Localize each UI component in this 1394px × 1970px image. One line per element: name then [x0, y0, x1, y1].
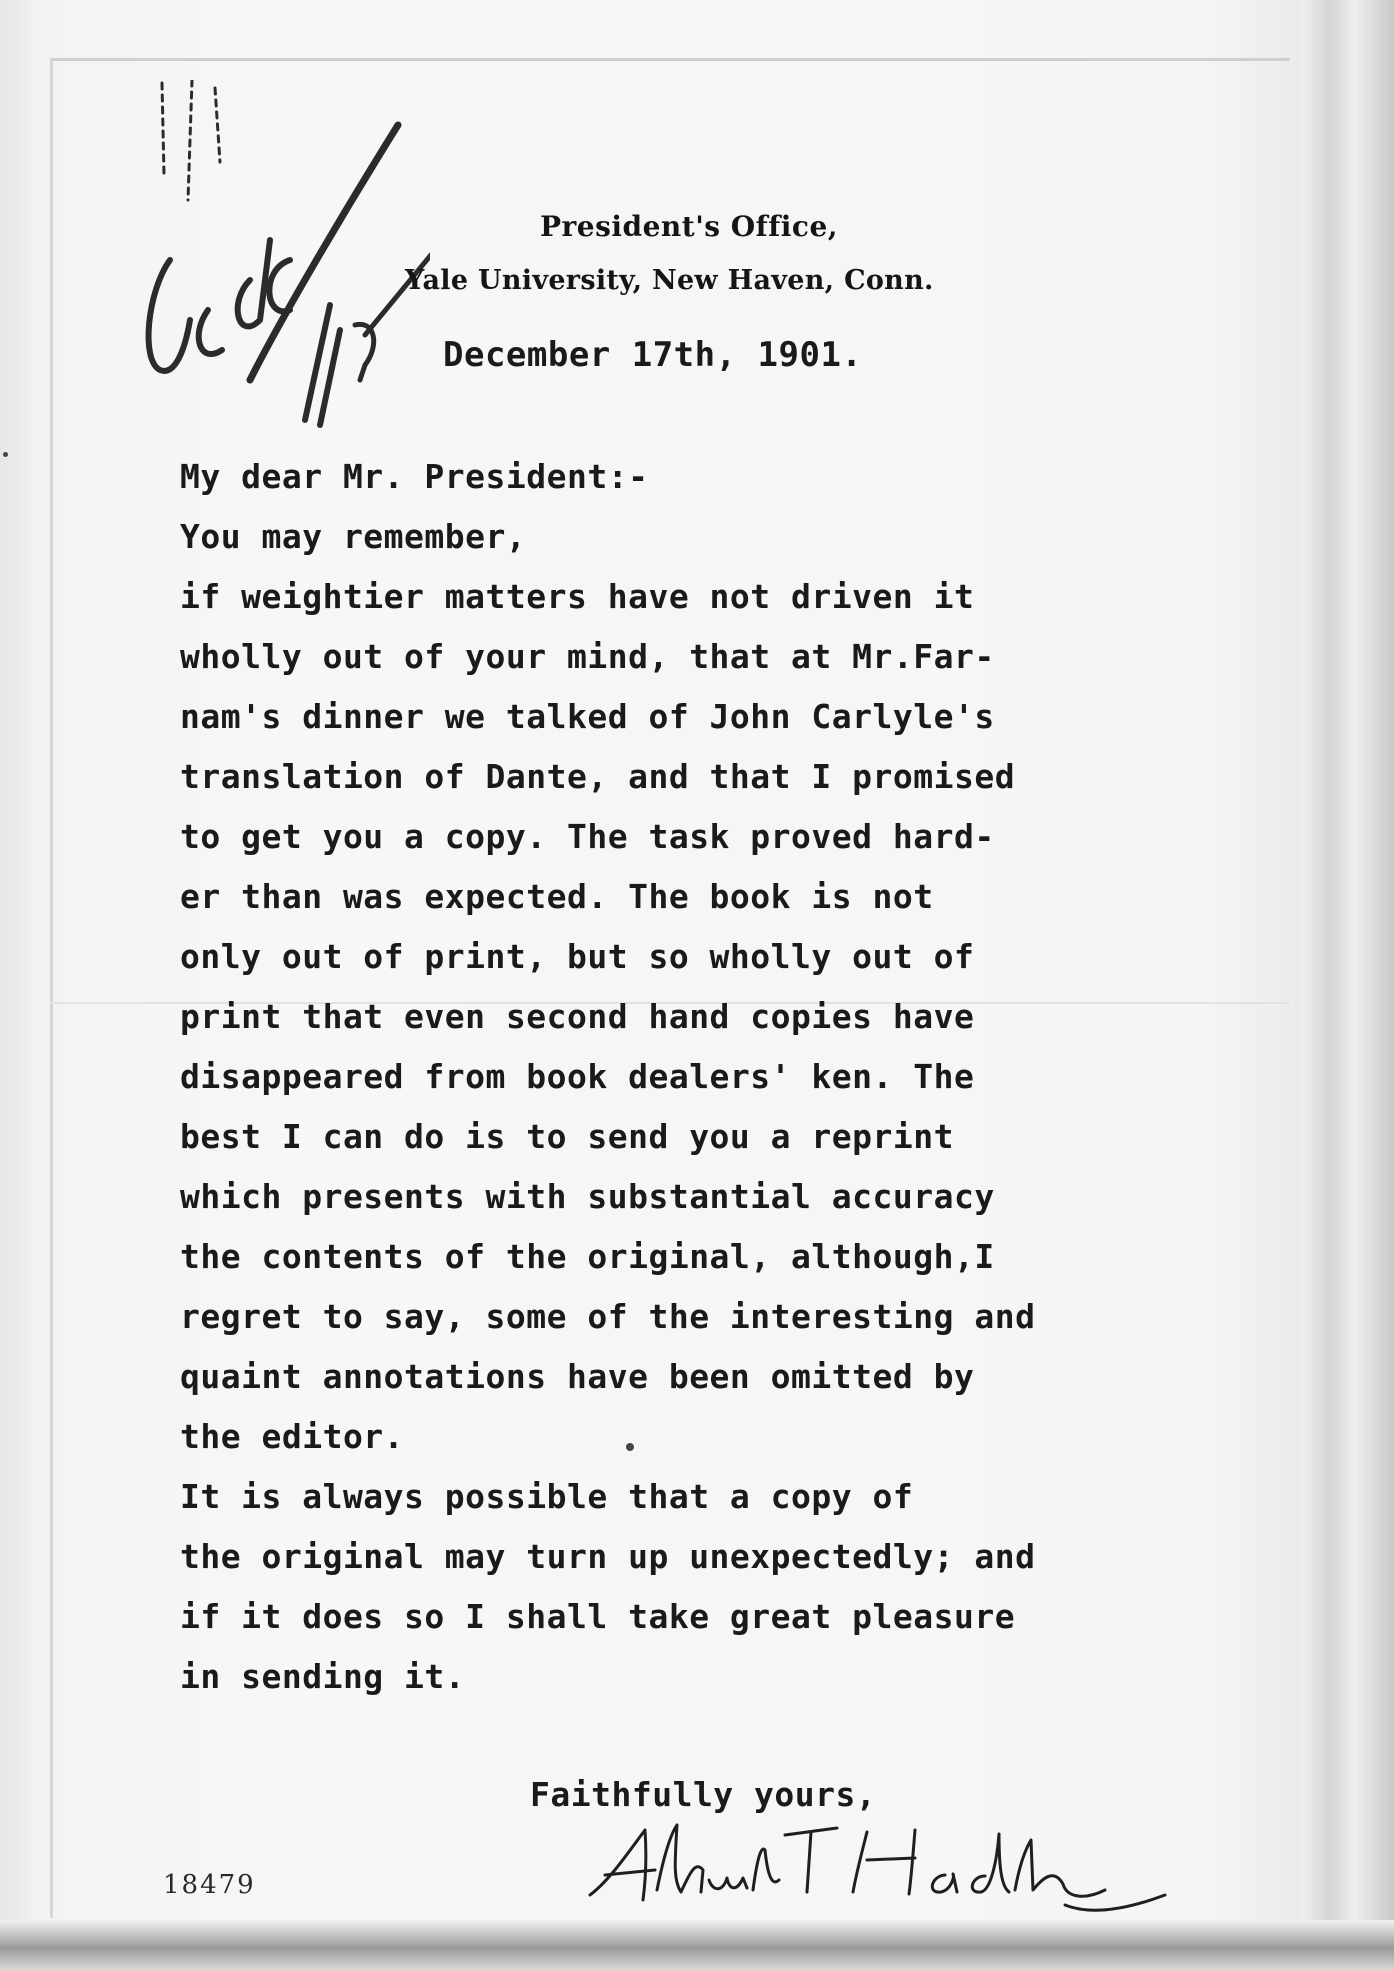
page-edge-left: [50, 58, 53, 1918]
body-line: disappeared from book dealers' ken. The: [180, 1057, 975, 1096]
body-line: if it does so I shall take great pleasure: [180, 1597, 1016, 1636]
body-line: the editor.: [180, 1417, 405, 1456]
page-edge-top: [50, 58, 1290, 61]
ink-speck: [3, 452, 8, 457]
salutation: My dear Mr. President:-: [180, 457, 649, 496]
body-line: in sending it.: [180, 1657, 466, 1696]
document-number: 18479: [163, 1870, 256, 1900]
body-line: quaint annotations have been omitted by: [180, 1357, 975, 1396]
scan-right-shadow: [1300, 0, 1394, 1970]
handwritten-annotation: [130, 80, 430, 460]
body-line: the contents of the original, although,I: [180, 1237, 995, 1276]
body-line: only out of print, but so wholly out of: [180, 937, 975, 976]
annotation-text: Ackd: [130, 80, 133, 81]
ink-speck: [626, 1443, 634, 1451]
signature-text: Arthur T Hadley: [585, 1820, 595, 1821]
letter-date: December 17th, 1901.: [443, 335, 863, 375]
body-line: It is always possible that a copy of: [180, 1477, 914, 1516]
letterhead-office: President's Office,: [540, 210, 839, 243]
body-line: which presents with substantial accuracy: [180, 1177, 995, 1216]
scan-bottom-shadow: [0, 1920, 1394, 1970]
body-line: You may remember,: [180, 517, 527, 556]
closing: Faithfully yours,: [530, 1775, 877, 1814]
body-line: to get you a copy. The task proved hard-: [180, 817, 995, 856]
body-line: er than was expected. The book is not: [180, 877, 934, 916]
body-line: best I can do is to send you a reprint: [180, 1117, 954, 1156]
body-line: translation of Dante, and that I promised: [180, 757, 1016, 796]
body-line: the original may turn up unexpectedly; and: [180, 1537, 1036, 1576]
body-line: nam's dinner we talked of John Carlyle's: [180, 697, 995, 736]
handwritten-signature: [585, 1820, 1185, 1920]
letterhead-address: Yale University, New Haven, Conn.: [405, 265, 934, 296]
body-line: print that even second hand copies have: [180, 997, 975, 1036]
body-line: wholly out of your mind, that at Mr.Far-: [180, 637, 995, 676]
body-line: if weightier matters have not driven it: [180, 577, 975, 616]
body-line: regret to say, some of the interesting and: [180, 1297, 1036, 1336]
